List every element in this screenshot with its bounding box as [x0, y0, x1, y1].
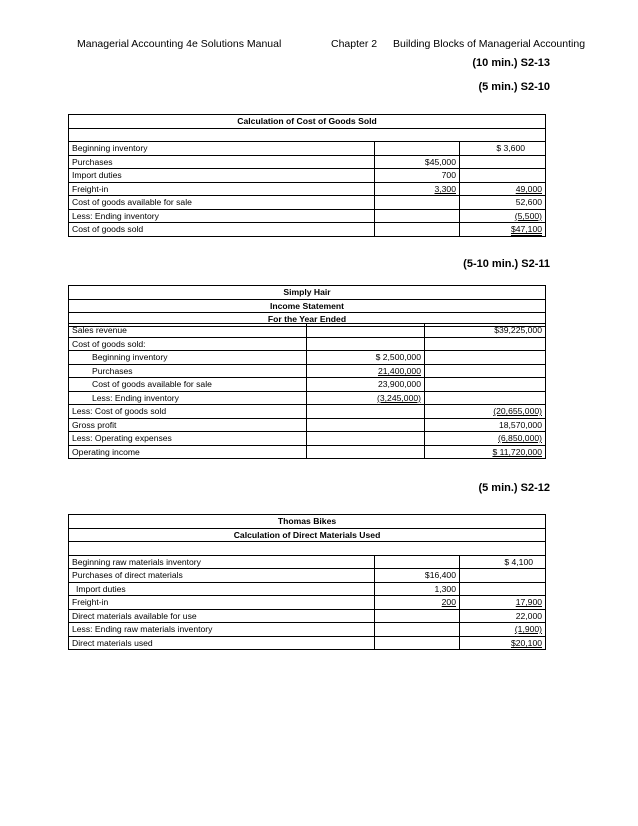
row-mid-value: $ 2,500,000	[307, 351, 425, 365]
income-statement-title: Income Statement	[69, 299, 546, 313]
row-mid-value: (3,245,000)	[307, 391, 425, 405]
income-company-name: Simply Hair	[69, 286, 546, 300]
income-period: For the Year Ended	[69, 313, 546, 327]
row-mid-value: 21,400,000	[307, 364, 425, 378]
row-label: Less: Operating expenses	[69, 432, 307, 446]
row-mid-value	[375, 609, 460, 623]
row-right-value	[425, 391, 546, 405]
row-label: Freight-in	[69, 596, 375, 610]
header-chapter: Chapter 2	[331, 38, 378, 50]
row-mid-value	[375, 196, 460, 210]
row-label: Gross profit	[69, 418, 307, 432]
row-right-value: $20,100	[460, 636, 546, 650]
table-row	[69, 182, 546, 196]
table-row	[69, 142, 546, 156]
row-label: Sales revenue	[69, 324, 307, 338]
row-mid-value	[375, 223, 460, 237]
table-row	[69, 169, 546, 183]
row-mid-value	[375, 142, 460, 156]
table-row	[69, 364, 546, 378]
table-row	[69, 196, 546, 210]
income-statement-body	[68, 323, 546, 459]
row-right-value: (5,500)	[460, 209, 546, 223]
table-row	[69, 378, 546, 392]
row-right-value: 22,000	[460, 609, 546, 623]
table-row	[69, 636, 546, 650]
row-mid-value	[307, 445, 425, 459]
row-mid-value: 200	[375, 596, 460, 610]
table-row	[69, 209, 546, 223]
row-label: Purchases	[69, 364, 307, 378]
row-label: Cost of goods available for sale	[69, 378, 307, 392]
cogs-table	[68, 114, 546, 237]
row-right-value: $39,225,000	[425, 324, 546, 338]
table-row	[69, 623, 546, 637]
row-mid-value: 23,900,000	[307, 378, 425, 392]
row-label: Freight-in	[69, 182, 375, 196]
dm-title: Calculation of Direct Materials Used	[69, 528, 546, 542]
row-label: Beginning inventory	[69, 142, 375, 156]
row-right-value	[460, 169, 546, 183]
row-right-value	[460, 582, 546, 596]
table-row	[69, 569, 546, 583]
row-mid-value	[307, 405, 425, 419]
row-mid-value	[375, 555, 460, 569]
exercise-tag-s2-10: (5 min.) S2-10	[478, 81, 550, 93]
row-mid-value	[375, 209, 460, 223]
row-label: Cost of goods available for sale	[69, 196, 375, 210]
table-row	[69, 155, 546, 169]
table-row	[69, 596, 546, 610]
dm-company-name: Thomas Bikes	[69, 515, 546, 529]
row-mid-value	[307, 418, 425, 432]
table-row	[69, 324, 546, 338]
row-right-value	[425, 364, 546, 378]
row-mid-value	[307, 432, 425, 446]
row-label: Direct materials used	[69, 636, 375, 650]
row-right-value: 17,900	[460, 596, 546, 610]
row-mid-value: 3,300	[375, 182, 460, 196]
row-right-value: $ 3,600	[460, 142, 546, 156]
header-manual-title: Managerial Accounting 4e Solutions Manual	[77, 38, 282, 50]
row-right-value: $ 11,720,000	[425, 445, 546, 459]
row-right-value: (20,655,000)	[425, 405, 546, 419]
table-row	[69, 582, 546, 596]
row-right-value: (6,850,000)	[425, 432, 546, 446]
row-mid-value	[307, 324, 425, 338]
row-label: Direct materials available for use	[69, 609, 375, 623]
row-label: Less: Ending inventory	[69, 209, 375, 223]
row-label: Operating income	[69, 445, 307, 459]
row-mid-value: 700	[375, 169, 460, 183]
row-right-value	[460, 569, 546, 583]
row-mid-value	[375, 623, 460, 637]
row-mid-value: $45,000	[375, 155, 460, 169]
blank-row	[69, 542, 546, 556]
table-row	[69, 337, 546, 351]
header-chapter-title: Building Blocks of Managerial Accounting	[393, 38, 586, 50]
row-mid-value	[307, 337, 425, 351]
table-row	[69, 609, 546, 623]
row-mid-value: $16,400	[375, 569, 460, 583]
row-label: Purchases of direct materials	[69, 569, 375, 583]
exercise-tag-s2-12: (5 min.) S2-12	[478, 482, 550, 494]
row-right-value: (1,900)	[460, 623, 546, 637]
table-row	[69, 418, 546, 432]
row-right-value	[425, 378, 546, 392]
exercise-tag-s2-13: (10 min.) S2-13	[472, 57, 550, 69]
row-label: Import duties	[69, 582, 375, 596]
table-row	[69, 223, 546, 237]
cogs-title: Calculation of Cost of Goods Sold	[69, 115, 546, 129]
income-statement-table	[68, 285, 546, 327]
exercise-tag-s2-11: (5-10 min.) S2-11	[463, 258, 550, 270]
row-label: Less: Ending raw materials inventory	[69, 623, 375, 637]
row-mid-value: 1,300	[375, 582, 460, 596]
row-label: Cost of goods sold	[69, 223, 375, 237]
row-label: Beginning inventory	[69, 351, 307, 365]
row-right-value: $47,100	[460, 223, 546, 237]
table-row	[69, 391, 546, 405]
row-label: Beginning raw materials inventory	[69, 555, 375, 569]
row-label: Purchases	[69, 155, 375, 169]
table-row	[69, 405, 546, 419]
row-right-value: $ 4,100	[460, 555, 546, 569]
table-row	[69, 432, 546, 446]
table-row	[69, 555, 546, 569]
row-mid-value	[375, 636, 460, 650]
table-row	[69, 445, 546, 459]
row-right-value: 49,000	[460, 182, 546, 196]
row-right-value	[460, 155, 546, 169]
row-label: Cost of goods sold:	[69, 337, 307, 351]
row-right-value	[425, 351, 546, 365]
blank-row	[69, 128, 546, 142]
row-label: Import duties	[69, 169, 375, 183]
row-label: Less: Ending inventory	[69, 391, 307, 405]
row-right-value	[425, 337, 546, 351]
row-right-value: 18,570,000	[425, 418, 546, 432]
direct-materials-table	[68, 514, 546, 650]
table-row	[69, 351, 546, 365]
row-label: Less: Cost of goods sold	[69, 405, 307, 419]
row-right-value: 52,600	[460, 196, 546, 210]
